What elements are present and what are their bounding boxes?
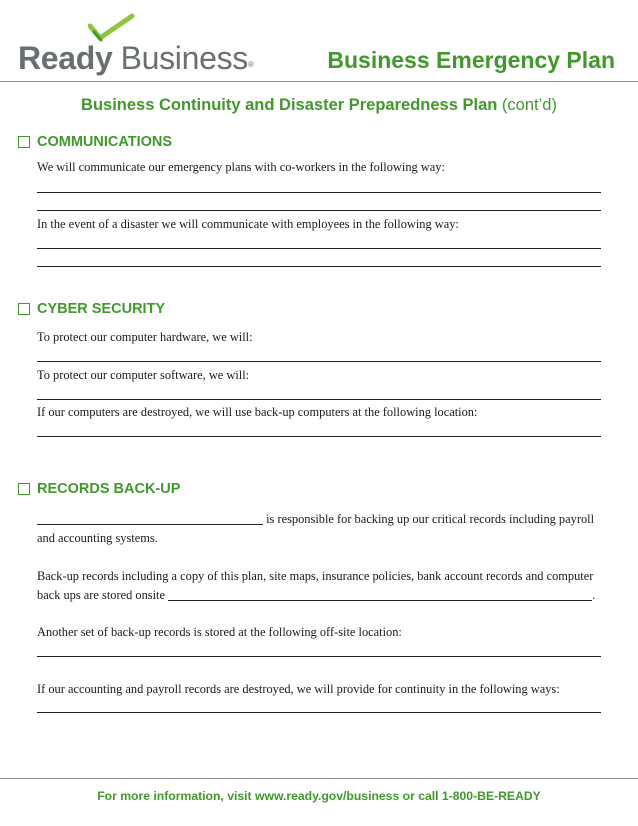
answer-line[interactable] <box>37 399 601 400</box>
footer-info: For more information, visit www.ready.gov/business or call 1-800-BE-READY <box>97 789 541 803</box>
answer-line[interactable] <box>37 210 601 211</box>
checkbox-records-backup[interactable] <box>18 483 30 495</box>
section-heading-cyber-security <box>18 301 165 317</box>
subtitle-suffix: (cont’d) <box>501 96 557 114</box>
answer-line[interactable] <box>37 656 601 657</box>
subtitle-main: Business Continuity and Disaster Preparedness Plan <box>81 96 498 114</box>
header-divider <box>0 81 638 82</box>
logo-word-business: Business <box>120 40 249 76</box>
records-responsible-text-cont: and accounting systems. <box>37 531 158 545</box>
checkbox-communications[interactable] <box>18 136 30 148</box>
records-responsible-line <box>37 512 594 527</box>
section-title-cyber-security: CYBER SECURITY <box>37 301 166 317</box>
cyber-question-hardware: To protect our computer hardware, we will: <box>37 330 253 344</box>
communications-question-coworkers: We will communicate our emergency plans with co-workers in the following way: <box>37 160 445 174</box>
records-onsite-period: . <box>592 588 596 602</box>
footer-divider <box>0 778 638 779</box>
answer-line[interactable] <box>37 192 601 193</box>
responsible-person-blank[interactable] <box>37 512 263 525</box>
answer-line[interactable] <box>37 361 601 362</box>
onsite-location-blank[interactable] <box>168 588 592 601</box>
answer-line[interactable] <box>37 436 601 437</box>
section-title-records-backup: RECORDS BACK-UP <box>37 481 181 497</box>
records-responsible-text: is responsible for backing up our critical records including payroll <box>266 512 595 526</box>
answer-line[interactable] <box>37 712 601 713</box>
answer-line[interactable] <box>37 266 601 267</box>
ready-business-logo <box>18 40 254 77</box>
answer-line[interactable] <box>37 248 601 249</box>
document-title: Business Emergency Plan <box>327 47 615 73</box>
records-question-continuity: If our accounting and payroll records are destroyed, we will provide for continuity in the following ways: <box>37 682 560 696</box>
logo-registered-mark: ® <box>248 60 254 69</box>
section-heading-communications <box>18 134 172 150</box>
page-subtitle <box>0 96 638 115</box>
cyber-question-backup-location: If our computers are destroyed, we will use back-up computers at the following location: <box>37 405 478 419</box>
section-title-communications: COMMUNICATIONS <box>37 134 173 150</box>
checkbox-cyber-security[interactable] <box>18 303 30 315</box>
records-onsite-line <box>37 588 595 603</box>
records-onsite-text-cont: back ups are stored onsite <box>37 588 165 602</box>
logo-word-ready: Ready <box>18 40 113 76</box>
communications-question-employees: In the event of a disaster we will communicate with employees in the following way: <box>37 217 459 231</box>
records-onsite-text: Back-up records including a copy of this plan, site maps, insurance policies, bank account records and computer <box>37 569 594 583</box>
records-question-offsite: Another set of back-up records is stored at the following off-site location: <box>37 625 402 639</box>
section-heading-records-backup <box>18 481 180 497</box>
cyber-question-software: To protect our computer software, we will: <box>37 368 250 382</box>
